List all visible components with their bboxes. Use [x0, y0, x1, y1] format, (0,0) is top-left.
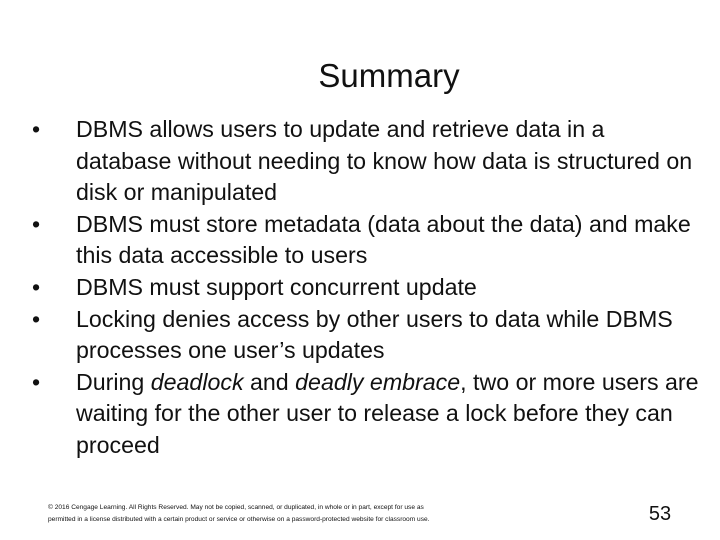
- bullet-text: DBMS allows users to update and retrieve data in a database without needing to know how data is structured on disk or manipulated: [76, 116, 693, 206]
- bullet-marker: •: [31, 210, 41, 237]
- bullet-text: DBMS must store metadata (data about the data) and make this data accessible to users: [76, 210, 691, 269]
- copyright-line: permitted in a license distributed with a certain product or service or otherwise on a password-protected website for classroom use.: [48, 516, 430, 523]
- slide-title: Summary: [318, 57, 460, 94]
- bullet-marker: •: [31, 368, 41, 395]
- term-deadly-embrace: deadly embrace: [295, 368, 461, 395]
- copyright-footer: [48, 502, 568, 526]
- bullet-marker: •: [31, 305, 41, 332]
- bullet-text: Locking denies access by other users to data while DBMS processes one user’s updates: [76, 305, 673, 364]
- bullet-text: DBMS must support concurrent update: [76, 273, 477, 300]
- bullet-item: [28, 114, 700, 209]
- bullet-item: [28, 367, 700, 462]
- bullet-item: [28, 304, 700, 367]
- bullet-text-part: , two or more users are waiting for the other user to release a lock before they can proceed: [76, 368, 699, 458]
- bullet-marker: •: [31, 273, 41, 300]
- copyright-line: © 2016 Cengage Learning. All Rights Reserved. May not be copied, scanned, or duplicated, in whole or in part, except for use as: [48, 504, 424, 511]
- bullet-list: [28, 114, 700, 462]
- bullet-marker: •: [31, 116, 41, 142]
- bullet-item: [28, 209, 700, 272]
- page-number: 53: [648, 503, 672, 525]
- bullet-text: [76, 369, 699, 458]
- bullet-text-part: During: [76, 368, 151, 395]
- bullet-item: [28, 272, 700, 304]
- bullet-text-part: and: [243, 368, 296, 395]
- term-deadlock: deadlock: [150, 368, 244, 395]
